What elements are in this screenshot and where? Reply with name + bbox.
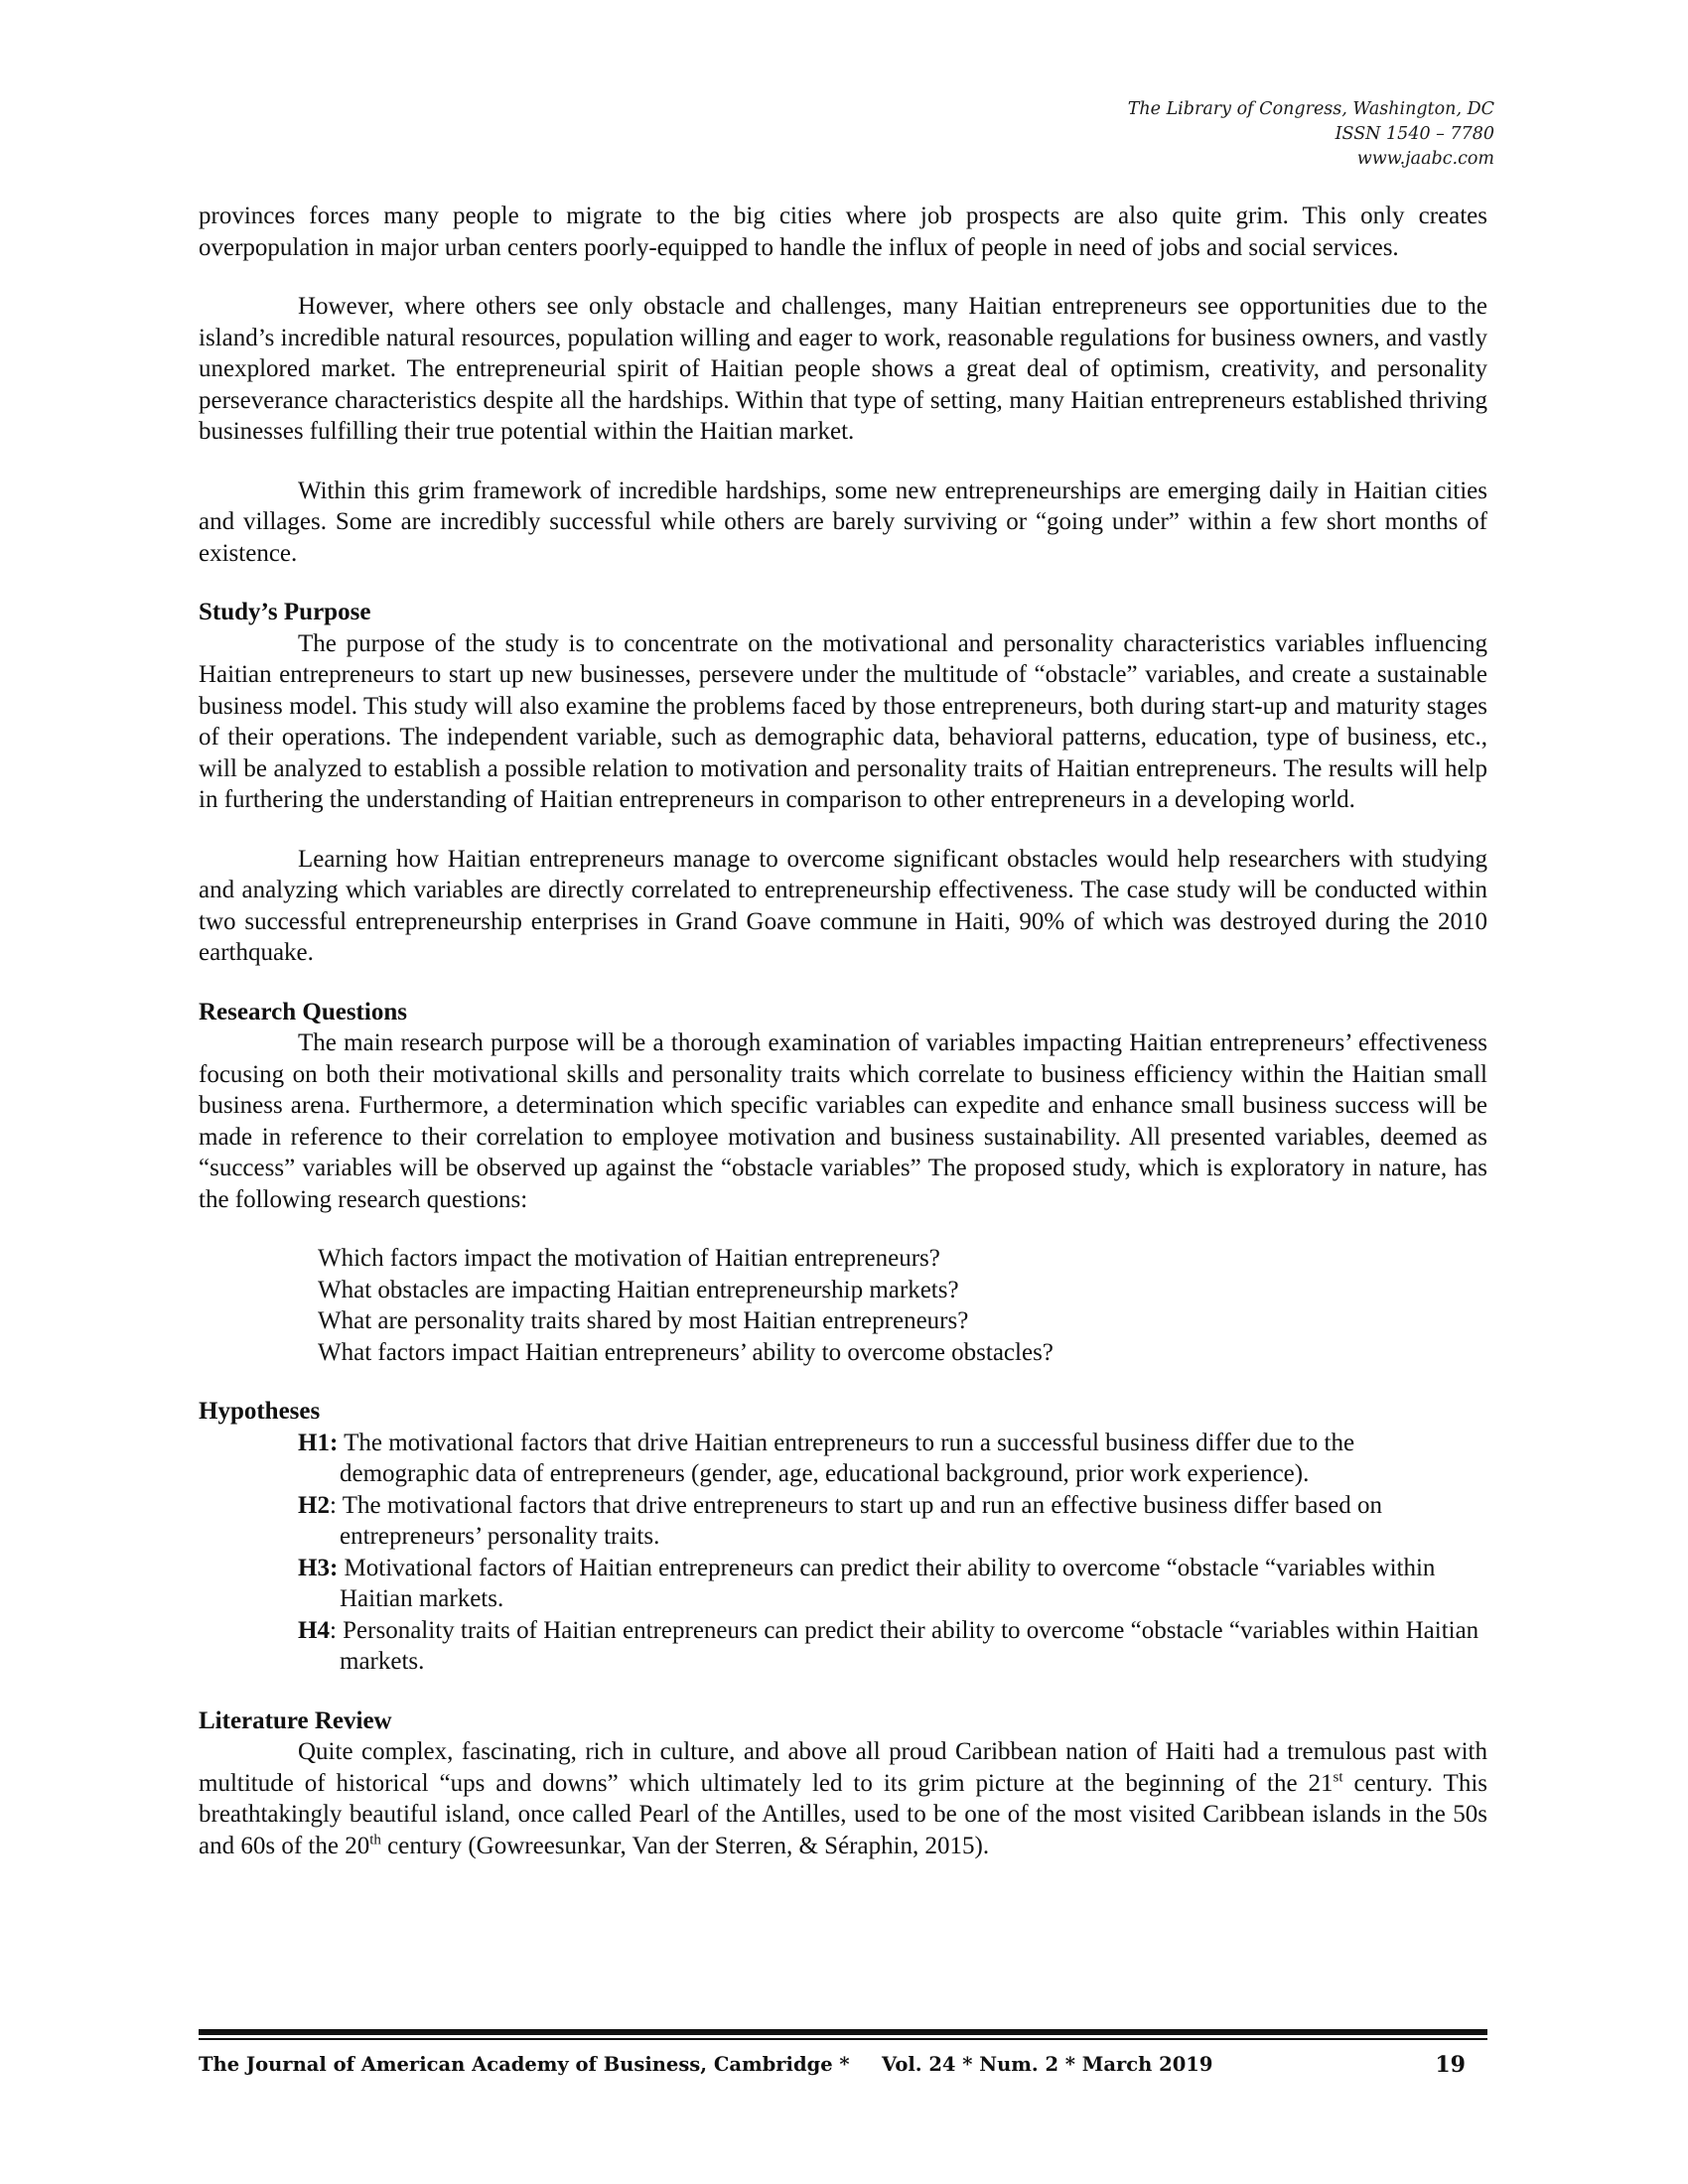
superscript: st bbox=[1333, 1769, 1343, 1786]
hypothesis-h3 bbox=[298, 1553, 1487, 1615]
footer-journal-title: The Journal of American Academy of Business, Cambridge * bbox=[199, 2053, 850, 2076]
section-heading-study-purpose: Study’s Purpose bbox=[199, 599, 371, 625]
section-heading-hypotheses: Hypotheses bbox=[199, 1398, 321, 1425]
hypothesis-h2 bbox=[298, 1490, 1487, 1553]
paragraph-study-purpose: The purpose of the study is to concentrate on the motivational and personality characteristics variables influencing Haitian entrepreneurs to start up new businesses, persevere under the multitude of “obstacle” variables, and create a sustainable business model. This study will also examine the problems faced by those entrepreneurs, both during start-up and maturity stages of their operations. The independent variable, such as demographic data, behavioral patterns, education, type of business, etc., will be analyzed to establish a possible relation to motivation and personality traits of Haitian entrepreneurs. The results will help in furthering the understanding of Haitian entrepreneurs in comparison to other entrepreneurs in a developing world. bbox=[199, 629, 1487, 813]
footer-rule-thick bbox=[199, 2029, 1487, 2035]
hypothesis-text: The motivational factors that drive Haitian entrepreneurs to run a successful business differ due to the demographic data of entrepreneurs (gender, age, educational background, prior work experience). bbox=[338, 1429, 1355, 1487]
running-head-publisher: The Library of Congress, Washington, DC bbox=[1127, 99, 1494, 119]
hypothesis-h4 bbox=[298, 1615, 1487, 1678]
paragraph-continued: provinces forces many people to migrate to the big cities where job prospects are also quite grim. This only creates overpopulation in major urban centers poorly-equipped to handle the influx of people in need of jobs and social services. bbox=[199, 203, 1487, 261]
hypothesis-label: H1: bbox=[298, 1429, 339, 1456]
page-number: 19 bbox=[1435, 2052, 1466, 2078]
section-heading-research-questions: Research Questions bbox=[199, 998, 407, 1025]
paragraph-literature-review bbox=[199, 1736, 1487, 1861]
hypothesis-text: : The motivational factors that drive entrepreneurs to start up and run an effective business differ based on entrepreneurs’ personality traits. bbox=[329, 1491, 1383, 1550]
list-item: What factors impact Haitian entrepreneurs’ ability to overcome obstacles? bbox=[318, 1338, 1054, 1366]
hypothesis-label: H4 bbox=[298, 1616, 330, 1644]
running-head bbox=[1128, 97, 1494, 172]
superscript: th bbox=[369, 1832, 381, 1848]
hypothesis-label: H3: bbox=[298, 1554, 339, 1581]
hypothesis-label: H2 bbox=[298, 1491, 330, 1519]
section-heading-literature-review: Literature Review bbox=[199, 1706, 392, 1734]
paragraph-grim-framework: Within this grim framework of incredible hardships, some new entrepreneurships are emerging daily in Haitian cities and villages. Some are incredibly successful while others are barely surviving or “going under” within a few short months of existence. bbox=[199, 477, 1487, 567]
paragraph-learning: Learning how Haitian entrepreneurs manage to overcome significant obstacles would help researchers with studying and analyzing which variables are directly correlated to entrepreneurship effectiveness. The case study will be conducted within two successful entrepreneurship enterprises in Grand Goave commune in Haiti, 90% of which was destroyed during the 2010 earthquake. bbox=[199, 845, 1487, 966]
list-item: Which factors impact the motivation of Haitian entrepreneurs? bbox=[318, 1245, 940, 1272]
running-head-issn: ISSN 1540 – 7780 bbox=[1335, 124, 1494, 144]
footer-issue-info: Vol. 24 * Num. 2 * March 2019 bbox=[882, 2053, 1213, 2076]
footer-rule-thin bbox=[199, 2038, 1487, 2040]
hypothesis-text: Motivational factors of Haitian entrepreneurs can predict their ability to overcome “obstacle “variables within Haitian markets. bbox=[338, 1554, 1436, 1612]
text-span: century (Gowreesunkar, Van der Sterren, & Séraphin, 2015). bbox=[380, 1832, 990, 1859]
hypothesis-h1 bbox=[298, 1428, 1487, 1490]
text-span: century. This breathtakingly beautiful island, once called Pearl of the Antilles, used to be one of the most visited Caribbean islands in the 50s and 60s of the 20 bbox=[199, 1769, 1487, 1859]
list-item: What obstacles are impacting Haitian entrepreneurship markets? bbox=[318, 1276, 959, 1303]
list-item: What are personality traits shared by most Haitian entrepreneurs? bbox=[318, 1307, 969, 1334]
article-body bbox=[199, 201, 1487, 1861]
hypotheses-list bbox=[298, 1428, 1487, 1678]
research-questions-list bbox=[318, 1243, 1487, 1368]
text-span: Quite complex, fascinating, rich in culture, and above all proud Caribbean nation of Haiti had a tremulous past with multitude of historical “ups and downs” which ultimately led to its grim picture at the beginning of the 21 bbox=[199, 1738, 1487, 1797]
hypothesis-text: : Personality traits of Haitian entrepreneurs can predict their ability to overcome “obstacle “variables within Haitian markets. bbox=[329, 1616, 1479, 1675]
paragraph-research-purpose: The main research purpose will be a thorough examination of variables impacting Haitian entrepreneurs’ effectiveness focusing on both their motivational skills and personality traits which correlate to business efficiency within the Haitian small business arena. Furthermore, a determination which specific variables can expedite and enhance small business success will be made in reference to their correlation to employee motivation and business sustainability. All presented variables, deemed as “success” variables will be observed up against the “obstacle variables” The proposed study, which is exploratory in nature, has the following research questions: bbox=[199, 1029, 1487, 1213]
running-head-url[interactable]: www.jaabc.com bbox=[1356, 149, 1494, 169]
paragraph-opportunities: However, where others see only obstacle and challenges, many Haitian entrepreneurs see opportunities due to the island’s incredible natural resources, population willing and eager to work, reasonable regulations for business owners, and vastly unexplored market. The entrepreneurial spirit of Haitian people shows a great deal of optimism, creativity, and personality perseverance characteristics despite all the hardships. Within that type of setting, many Haitian entrepreneurs established thriving businesses fulfilling their true potential within the Haitian market. bbox=[199, 293, 1487, 445]
